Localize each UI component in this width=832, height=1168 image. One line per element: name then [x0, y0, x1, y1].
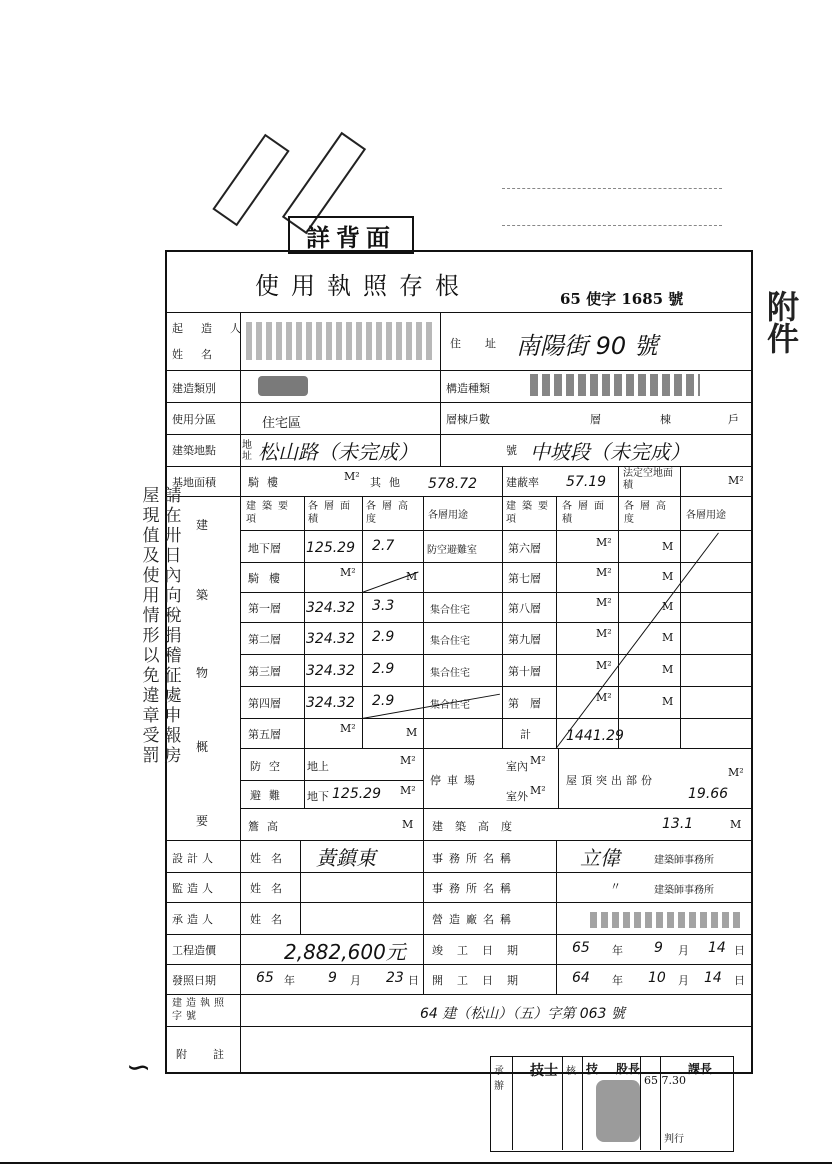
site-street-label: 地址: [242, 440, 252, 462]
faint-top-right-stamp: [502, 188, 722, 226]
address-value: 南陽街 90 號: [516, 332, 658, 360]
start-date-label: 開工日期: [432, 974, 532, 987]
header-area-left: 各層面積: [308, 501, 356, 525]
shelter-unit-2: M²: [400, 784, 416, 797]
completion-label: 竣工日期: [432, 944, 532, 957]
issue-year: 65: [256, 970, 274, 986]
buildings-suffix: 棟: [660, 413, 671, 426]
right-unit-2: M²: [596, 566, 612, 579]
address-label: 住址: [450, 337, 520, 350]
row-basement-name: 地下層: [248, 542, 281, 555]
parking-label: 停車場: [430, 774, 481, 787]
right-unit-3: M²: [596, 596, 612, 609]
row-f1-name: 第一層: [248, 602, 281, 615]
above-ground-label: 地上: [307, 760, 329, 773]
row-f4-area: 324.32: [306, 695, 355, 711]
coverage-label: 建蔽率: [506, 476, 539, 489]
right-m-3: M: [662, 600, 674, 613]
row-f3-height: 2.9: [372, 661, 395, 677]
site-area-label: 基地面積: [172, 476, 216, 489]
side-label-1: 建: [196, 518, 209, 532]
supervisor-firm-label: 事務所名稱: [432, 882, 517, 895]
site-lot-value: 中坡段（未完成）: [530, 440, 690, 464]
row-f4-height: 2.9: [372, 693, 395, 709]
completion-day-unit: 日: [734, 944, 745, 957]
right-unit-4: M²: [596, 627, 612, 640]
floors-units-label: 層棟戶數: [446, 413, 490, 426]
row-total-value: 1441.29: [566, 728, 624, 744]
row-arcade-m: M: [406, 570, 418, 583]
completion-day: 14: [708, 940, 726, 956]
cost-value: 2,882,600元: [284, 940, 406, 964]
header-use-right: 各層用途: [686, 510, 726, 521]
row-f2-height: 2.9: [372, 629, 395, 645]
completion-year: 65: [572, 940, 590, 956]
tax-notice-vertical: 屋 現 值 及 使 用 情 形 以 免 違 章 受 罰 請 在 卅 日 內 向 稅 捐 稽 征 處 申 報 房: [142, 486, 182, 766]
form-title: 使用執照存根: [255, 272, 471, 300]
use-zone-value: 住宅區: [262, 416, 302, 431]
row-f6-name: 第六層: [508, 542, 541, 555]
row-f2-use: 集合住宅: [430, 636, 470, 647]
remarks-label: 附註: [176, 1048, 250, 1061]
shelter-label: 防空: [250, 760, 288, 773]
row-basement-use: 防空避難室: [427, 545, 477, 556]
right-m-5: M: [662, 663, 674, 676]
seal-tech: 技: [586, 1062, 599, 1076]
row-f5-unit: M²: [340, 722, 356, 735]
completion-month-unit: 月: [678, 944, 689, 957]
site-lot-label: 號: [506, 444, 517, 457]
parking-unit-1: M²: [530, 754, 546, 767]
designer-firm: 立偉: [580, 846, 620, 870]
right-m-6: M: [662, 695, 674, 708]
right-m-4: M: [662, 631, 674, 644]
open-area-label: 法定空地面積: [623, 468, 673, 491]
build-permit-value: 64 建（松山）（五）字第 063 號: [420, 1006, 625, 1022]
eave-unit: M: [402, 818, 414, 831]
building-type-label: 建造類別: [172, 382, 216, 395]
row-arcade-name: 騎樓: [248, 572, 290, 585]
row-f3-name: 第三層: [248, 665, 281, 678]
arcade-unit: M²: [344, 470, 360, 483]
seal-label-handler: 承辦: [494, 1066, 504, 1092]
supervisor-label: 監造人: [172, 882, 217, 895]
designer-name: 黃鎮東: [316, 846, 376, 870]
floors-suffix: 層: [590, 413, 601, 426]
diagonal-stamp-1: [212, 134, 289, 227]
use-zone-label: 使用分區: [172, 413, 216, 426]
parking-unit-2: M²: [530, 784, 546, 797]
completion-year-unit: 年: [612, 944, 623, 957]
issue-month: 9: [328, 970, 337, 986]
building-height-unit: M: [730, 818, 742, 831]
supervisor-name-label: 姓名: [250, 882, 292, 895]
row-f2-name: 第二層: [248, 633, 281, 646]
header-height-right: 各層高度: [624, 501, 672, 525]
building-height-value: 13.1: [662, 816, 694, 832]
side-label-3: 物: [196, 666, 209, 680]
row-f7-name: 第七層: [508, 572, 541, 585]
units-suffix: 戶: [728, 413, 739, 426]
start-day-unit: 日: [734, 974, 745, 987]
evac-label: 避難: [250, 789, 288, 802]
build-permit-label: 建造執照字號: [172, 998, 228, 1022]
shelter-value: 125.29: [332, 786, 381, 802]
issue-day-unit: 日: [408, 974, 419, 987]
builder-name-label: 姓名: [172, 348, 230, 361]
right-unit-6: M²: [596, 691, 612, 704]
header-area-right: 各層面積: [562, 501, 610, 525]
seal-date: 65 7.30: [644, 1074, 686, 1087]
row-basement-area: 125.29: [306, 540, 355, 556]
seal-engineer: 技士: [530, 1063, 558, 1079]
parking-outdoor-label: 室外: [506, 790, 528, 803]
building-height-label: 建築高度: [432, 820, 524, 833]
issue-year-unit: 年: [284, 974, 295, 987]
supervisor-firm-suffix: 建築師事務所: [654, 885, 714, 896]
designer-firm-suffix: 建築師事務所: [654, 855, 714, 866]
seal-signature-scribbles: [596, 1080, 640, 1142]
below-ground-label: 地下: [307, 790, 329, 803]
right-unit-5: M²: [596, 659, 612, 672]
completion-month: 9: [654, 940, 663, 956]
header-use-left: 各層用途: [428, 510, 468, 521]
designer-name-label: 姓名: [250, 852, 292, 865]
coverage-value: 57.19: [566, 474, 607, 490]
right-m-1: M: [662, 540, 674, 553]
start-year: 64: [572, 970, 590, 986]
row-f1-use: 集合住宅: [430, 605, 470, 616]
side-label-5: 要: [196, 814, 209, 828]
arcade-label: 騎樓: [248, 476, 286, 489]
header-item-left: 建築要項: [246, 501, 294, 525]
row-arcade-unit: M²: [340, 566, 356, 579]
structure-type-label: 構造種類: [446, 382, 490, 395]
row-f1-height: 3.3: [372, 598, 395, 614]
row-f8-name: 第八層: [508, 602, 541, 615]
designer-label: 設計人: [172, 852, 217, 865]
row-f5-name: 第五層: [248, 728, 281, 741]
issue-day: 23: [386, 970, 404, 986]
builder-label: 起造人: [172, 322, 259, 335]
seal-division-chief: 課長: [688, 1062, 713, 1076]
row-f3-use: 集合住宅: [430, 668, 470, 679]
row-f10-name: 第十層: [508, 665, 541, 678]
permit-number: 65 使字 1685 號: [560, 290, 684, 308]
builder-firm-stamp: [590, 912, 740, 928]
right-edge-cropped-text: 附件: [762, 290, 800, 354]
row-basement-height: 2.7: [372, 538, 395, 554]
cost-label: 工程造價: [172, 944, 216, 957]
right-unit-1: M²: [596, 536, 612, 549]
roof-label: 屋頂突出部份: [566, 774, 656, 787]
right-m-2: M: [662, 570, 674, 583]
detail-back-stamp: 詳背面: [288, 216, 414, 254]
other-value: 578.72: [428, 476, 477, 492]
row-f3-area: 324.32: [306, 663, 355, 679]
builder-firm-label: 營造廠名稱: [432, 913, 517, 926]
roof-unit: M²: [728, 766, 744, 779]
header-height-left: 各層高度: [366, 501, 414, 525]
site-street-value: 松山路（未完成）: [258, 440, 418, 464]
stray-mark-left: ∽: [126, 1050, 152, 1085]
seal-label-approve: 判行: [664, 1134, 684, 1145]
other-label: 其他: [370, 476, 408, 489]
site-label: 建築地點: [172, 444, 216, 457]
issue-date-label: 發照日期: [172, 974, 216, 987]
designer-firm-label: 事務所名稱: [432, 852, 517, 865]
roof-value: 19.66: [688, 786, 729, 802]
row-total-name: 計: [520, 728, 531, 741]
redacted-builder-names: [246, 322, 436, 360]
structure-type-stamp: [530, 374, 700, 396]
contractor-label: 承造人: [172, 913, 217, 926]
shelter-unit-1: M²: [400, 754, 416, 767]
seal-section-chief: 股長: [616, 1062, 641, 1076]
header-item-right: 建築要項: [506, 501, 554, 525]
row-f4-name: 第四層: [248, 697, 281, 710]
start-month: 10: [648, 970, 666, 986]
start-year-unit: 年: [612, 974, 623, 987]
supervisor-firm: 〃: [610, 880, 621, 893]
start-month-unit: 月: [678, 974, 689, 987]
issue-month-unit: 月: [350, 974, 361, 987]
row-f4-use: 集合住宅: [430, 700, 470, 711]
start-day: 14: [704, 970, 722, 986]
building-type-handwriting: [258, 376, 308, 396]
row-f5-m: M: [406, 726, 418, 739]
row-fx-name: 第 層: [508, 697, 541, 710]
seal-label-check: 核: [566, 1066, 576, 1077]
eave-label: 簷高: [248, 820, 286, 833]
row-f9-name: 第九層: [508, 633, 541, 646]
side-label-4: 概: [196, 740, 209, 754]
side-label-2: 築: [196, 588, 209, 602]
contractor-name-label: 姓名: [250, 913, 292, 926]
row-f2-area: 324.32: [306, 631, 355, 647]
open-area-unit: M²: [728, 474, 744, 487]
row-f1-area: 324.32: [306, 600, 355, 616]
parking-indoor-label: 室內: [506, 760, 528, 773]
